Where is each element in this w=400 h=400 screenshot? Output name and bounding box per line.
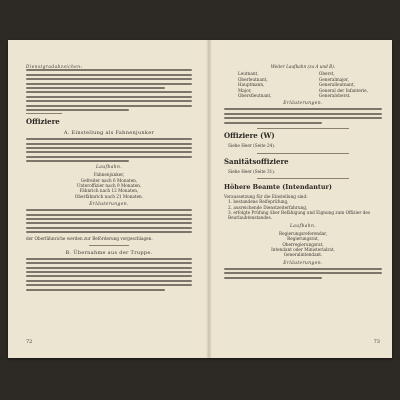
requirement-item: 1. bestandene Reifeprüfung,: [228, 199, 289, 205]
career-item: Intendant oder Ministerialrat,: [271, 247, 335, 253]
subsection-b-heading: B. Übernahme aus der Truppe.: [65, 249, 153, 256]
career-list-right: [224, 231, 382, 258]
notes-heading-right-1: Erläuterungen.: [283, 101, 323, 107]
beamte-intro: Voraussetzung für die Einstellung sind:: [224, 193, 308, 199]
left-page-content: [26, 64, 192, 293]
notes-paragraph-right-2: [224, 268, 382, 279]
career-item: Regierungsrat,: [287, 236, 319, 242]
section-title-sanitaetsoffiziere: Sanitätsoffiziere: [224, 156, 289, 166]
rank-column-left: [238, 71, 272, 98]
career-item: Regierungsreferendar,: [278, 230, 328, 236]
notes-heading-right-2: Erläuterungen.: [283, 260, 323, 266]
career-item: Oberregierungsrat,: [282, 241, 324, 247]
section-w-reference: Siehe Heer (Seite 24).: [228, 143, 276, 149]
left-intro-paragraph: [26, 69, 192, 111]
right-page: [212, 40, 392, 358]
section-title-offiziere-w: Offiziere (W): [224, 131, 275, 141]
right-page-content: [224, 64, 382, 281]
separator: [89, 245, 129, 246]
requirements-list: [224, 199, 382, 221]
rank-item: Major,: [238, 87, 252, 93]
rank-item: General der Infanterie,: [318, 87, 368, 93]
rank-column-right: [319, 71, 368, 98]
left-lede: Dienstgradabzeichen:: [26, 64, 83, 69]
rank-item: Leutnant,: [238, 71, 259, 77]
rank-item: Hauptmann,: [238, 82, 265, 88]
career-list-left: [26, 172, 192, 199]
rank-item: Generalmajor,: [318, 76, 349, 82]
notes-paragraph-right-1: [224, 108, 382, 123]
rank-item: Oberst,: [318, 71, 335, 77]
career-item: Unteroffizier nach 9 Monaten,: [76, 183, 142, 189]
career-heading-left: Laufbahn.: [95, 165, 123, 171]
page-number-right: 73: [373, 339, 380, 345]
subsection-a-heading: A. Einstellung als Fahnenjunker: [63, 130, 155, 137]
career-item: Gefreiter nach 6 Monaten,: [80, 177, 138, 183]
requirement-item: 2. ausreichende Dienstzeiterfahrung,: [228, 204, 308, 210]
subsection-b-paragraph: [26, 258, 192, 291]
rule: [26, 113, 62, 114]
section-title-offiziere: Offiziere: [26, 117, 60, 127]
section-san-reference: Siehe Heer (Seite 31).: [228, 168, 276, 174]
rank-table: [224, 71, 382, 98]
separator: [257, 153, 349, 154]
left-mid-text: der Oberfähnriche werden zur Beförderung vorgeschlagen.: [26, 235, 153, 241]
separator: [257, 128, 349, 129]
page-number-left: 72: [26, 339, 33, 345]
book-spread: [8, 40, 392, 358]
career-heading-right: Laufbahn.: [289, 223, 317, 229]
rank-item: Generaloberst.: [318, 93, 351, 99]
rank-item: Generalleutnant,: [318, 82, 355, 88]
career-item: Generalintendant.: [283, 252, 323, 258]
subsection-a-paragraph: [26, 138, 192, 162]
career-item: Fahnenjunker,: [93, 172, 125, 178]
rank-column-heading: Weiter Laufbahn (zu A und B).: [270, 64, 336, 69]
career-item: Oberfähnrich nach 21 Monaten.: [74, 193, 144, 199]
notes-heading-left-1: Erläuterungen.: [89, 202, 129, 208]
rank-item: Oberleutnant,: [238, 76, 268, 82]
notes-paragraph-left-1: [26, 209, 192, 233]
career-item: Fähnrich nach 12 Monaten,: [79, 188, 139, 194]
section-title-hoehere-beamte: Höhere Beamte (Intendantur): [224, 182, 332, 191]
requirement-item: 3. erfolgte Prüfung über Befähigung und Eignung zum Offizier des Beurlaubtenstandes.: [228, 210, 370, 221]
left-page: [8, 40, 206, 358]
rank-item: Oberstleutnant,: [238, 93, 272, 99]
separator: [257, 178, 349, 179]
